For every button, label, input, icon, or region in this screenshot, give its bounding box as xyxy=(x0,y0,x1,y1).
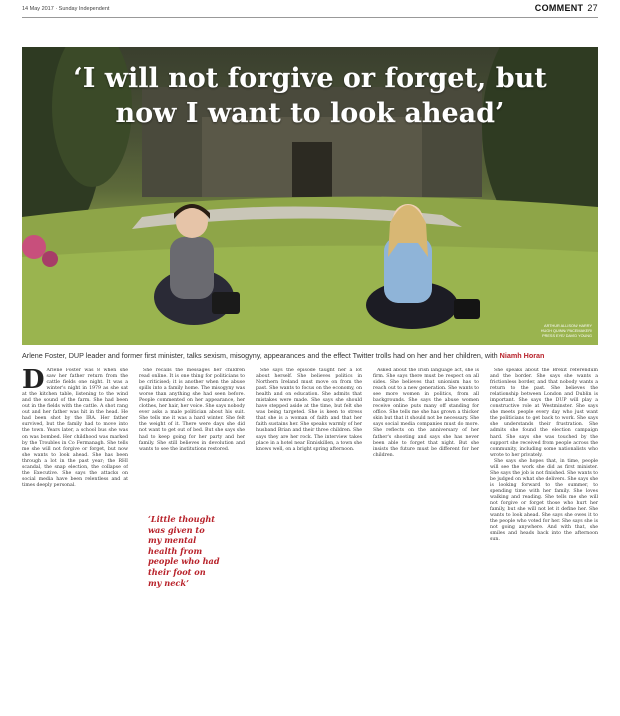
headline xyxy=(22,61,598,131)
flower-bush xyxy=(22,235,46,259)
lead-photo xyxy=(22,47,598,345)
article-column-4 xyxy=(373,368,479,712)
headline-line-2: now I want to look ahead’ xyxy=(115,98,505,129)
handbag-left xyxy=(212,292,240,314)
photo-credit-line-3: PRESS EYE/ DAVID YOUNG xyxy=(542,334,592,338)
section-label xyxy=(535,3,598,13)
column-6-text: She says she hopes that, in time, people will see the work she did as first minister. She says the job is not finished. She wants to be judged on what she delivers. She says she is looking forward to the summer, to spending time with her family. She loves walking and reading. She tells me she will not forgive or forget those who hurt her family, but she will not let it define her. She wants to look ahead. She says she owes it to the people who voted for her. She says she is not going anywhere. And with that, she smiles and heads back into the afternoon sun. xyxy=(490,458,598,543)
article-column-5 xyxy=(490,368,598,712)
lawn-front xyxy=(22,246,598,345)
article-body xyxy=(22,368,598,712)
headline-line-1: ‘I will not forgive or forget, but xyxy=(73,63,547,94)
standfirst xyxy=(22,351,598,360)
page-number: 27 xyxy=(587,3,598,13)
issue-date: 14 May 2017 · Sunday Independent xyxy=(22,6,110,12)
column-3-text: She says the episode taught her a lot about herself. She believes politics in Northern Ireland must move on from the past. She wants to focus on the economy, on health and on education. She admits that mistakes were made. She says she should have stepped aside at the time, but felt she was being targeted. She is keen to stress that she is a woman of faith and that her faith sustains her. She speaks warmly of her husband Brian and their three children. She says they are her rock. The interview takes place in a hotel near Enniskillen, a town she knows well, on a bright spring afternoon. xyxy=(256,368,362,452)
section-name: COMMENT xyxy=(534,3,584,13)
page-header xyxy=(22,0,598,22)
person-left-body xyxy=(170,237,214,299)
photo-credit-line-2: HUGH QUINN/ PACEMAKER/ xyxy=(540,329,592,333)
column-5-text: She speaks about the Brexit referendum and the border. She says she wants a frictionless border, and that nobody wants a return to the past. She believes the relationship between London and Dublin is important. She says the DUP will play a constructive role at Westminster. She says she meets people every day who just want the politicians to get back to work. She says she understands their frustration. She admits she found the election campaign hard. She says she was touched by the support she received from people across the community, including some nationalists who wrote to her privately. xyxy=(490,368,598,458)
header-rule xyxy=(22,17,598,18)
photo-credit-line-1: ARTHUR ALLISON/ HARRY xyxy=(544,324,592,328)
flower-bush-2 xyxy=(42,251,58,267)
standfirst-text: Arlene Foster, DUP leader and former first minister, talks sexism, misogyny, appearances and the effect Twitter trolls had on her and her children, with xyxy=(22,351,498,360)
photo-credit xyxy=(541,324,592,339)
byline: Niamh Horan xyxy=(499,351,545,360)
column-2-text: She recalls the messages her children read online. It is one thing for politicians to be criticised; it is another when the abuse spills into a family home. The misogyny was worse than anything she had seen before. People commented on her appearance, her clothes, her hair, her voice. She says nobody ever asks a male politician about his suit. She tells me it was a hard winter. She felt the weight of it. There were days she did not want to get out of bed. But she says she had to keep going for her party and her family. She still believes in devolution and wants to see the institutions restored. xyxy=(139,368,245,452)
handbag-right xyxy=(454,299,480,319)
column-1-text: Arlene Foster was 8 when she saw her father return from the cattle fields one night. It was a winter's night in 1979 as she sat at the kitchen table, listening to the wind and the sound of the farm. She had been out in the fields with the cattle. A shot rang out and her father was hit in the head. He had been shot by the IRA. Her father survived, but the family had to move into the town. Years later, a school bus she was on was bombed. Her childhood was marked by the Troubles in Co Fermanagh. She tells me she will not forgive or forget, but now she wants to look ahead. She has been through a lot in the past year; the RHI scandal, the snap election, the collapse of the Executive. She says the attacks on social media have been relentless and at times deeply personal. xyxy=(22,368,128,488)
column-4-text: Asked about the Irish language act, she is firm. She says there must be respect on all sides. She believes that unionism has to reach out to a new generation. She wants to see more women in politics, from all backgrounds. She says the abuse women receive online puts many off standing for office. She tells me she has grown a thicker skin but that it should not be necessary. She says social media companies must do more. She reflects on the anniversary of her father's shooting and says she has never been able to forget that night. But she insists the future must be different for her children. xyxy=(373,368,479,458)
building-door xyxy=(292,142,332,197)
article-column-3 xyxy=(256,368,362,712)
drop-cap: D xyxy=(22,368,45,395)
article-column-1 xyxy=(22,368,128,712)
pull-quote xyxy=(148,514,220,588)
pull-quote-text: ‘Little thought was given to my mental health from people who had their foot on my neck’ xyxy=(148,514,220,588)
